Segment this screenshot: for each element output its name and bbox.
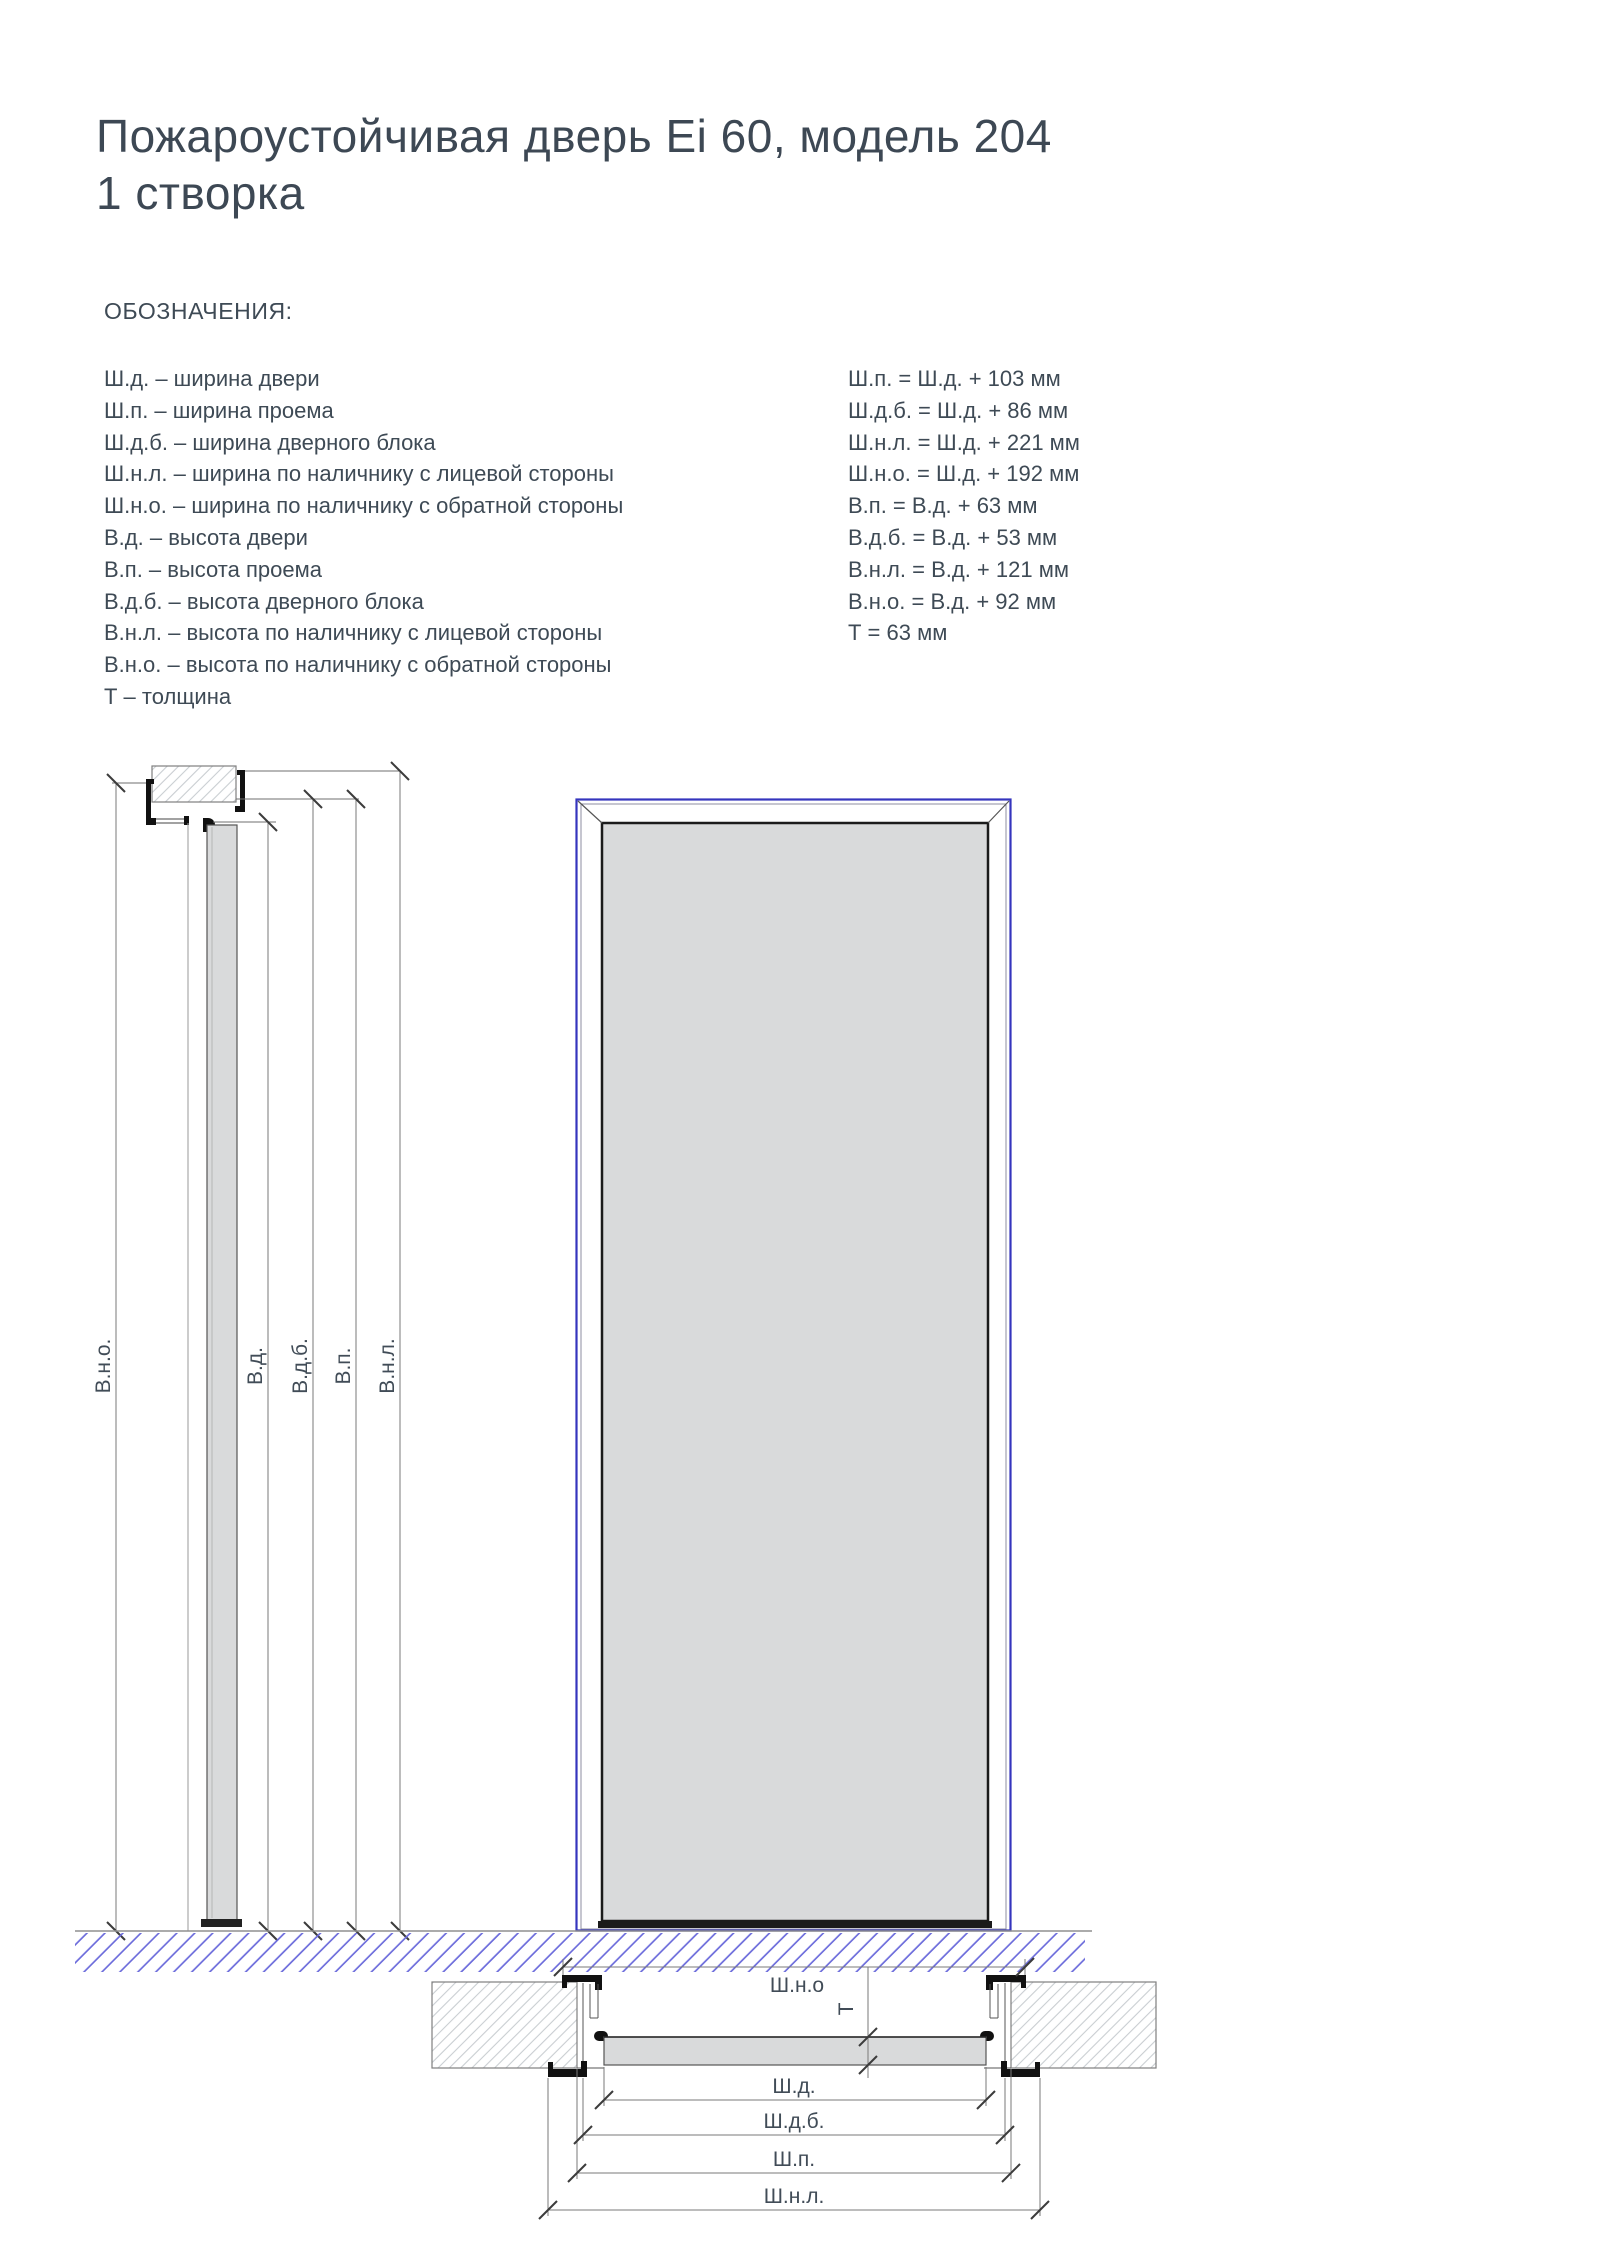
legend-formula: Ш.п. = Ш.д. + 103 мм [848,366,1061,391]
legend-definition: В.н.о. – высота по наличнику с обратной стороны [104,652,612,678]
legend-definition: В.п. – высота проема [104,556,322,582]
legend-formula: Ш.д.б. = Ш.д. + 86 мм [848,397,1069,423]
dim-label-vdb: В.д.б. [289,1338,312,1394]
legend-formula: Т = 63 мм [848,620,948,646]
legend-definition: В.н.л. – высота по наличнику с лицевой стороны [104,620,603,646]
legend-formula: Ш.н.л. = Ш.д. + 221 мм [848,429,1080,455]
legend-formula: Ш.н.о. = Ш.д. + 192 мм [848,461,1080,487]
legend-definition: В.д. – высота двери [104,524,308,550]
side-section-view [92,762,409,1940]
dim-label-shno: Ш.н.о [769,1974,825,1997]
dim-label-shdb: Ш.д.б. [763,2110,825,2133]
dim-label-vp: В.п. [332,1347,355,1385]
legend-definition: В.д.б. – высота дверного блока [104,588,424,614]
page-title-line2: 1 створка [96,167,305,219]
dim-label-vd: В.д. [244,1347,267,1385]
legend-heading: ОБОЗНАЧЕНИЯ: [104,298,293,324]
dim-label-shp: Ш.п. [772,2148,816,2171]
legend-formula: В.п. = В.д. + 63 мм [848,493,1038,519]
elevation-view [577,800,1011,1931]
legend-definition: Ш.д. – ширина двери [104,366,320,391]
dim-label-shnl: Ш.н.л. [763,2185,825,2208]
dim-label-t: Т [835,2002,858,2016]
legend-definition: Т – толщина [104,683,232,709]
legend-formula: В.н.о. = В.д. + 92 мм [848,588,1057,614]
legend-definition: Ш.п. – ширина проема [104,397,334,423]
ground-hatch [75,1933,1085,1972]
elevation-door-leaf [602,823,988,1921]
legend-formula: В.н.л. = В.д. + 121 мм [848,556,1069,582]
dim-label-vno: В.н.о. [92,1338,115,1394]
legend-definition: Ш.н.л. – ширина по наличнику с лицевой стороны [104,461,614,487]
legend-formula: В.д.б. = В.д. + 53 мм [848,524,1058,550]
dim-label-vnl: В.н.л. [376,1338,399,1394]
wall-left-plan [432,1982,577,2068]
door-leaf-plan [604,2037,986,2065]
ground-line-group [75,1931,1092,1972]
frame-jamb-left [577,1983,604,2068]
wall-lintel-section [152,766,236,802]
dim-label-shd: Ш.д. [772,2075,816,2098]
wall-right-plan [1011,1982,1156,2068]
frame-jamb-right [984,1983,1011,2068]
elevation-threshold [598,1921,992,1928]
plan-section-view [432,1958,1156,2219]
legend-definition: Ш.д.б. – ширина дверного блока [104,429,436,455]
page-title-line1: Пожароустойчивая дверь Ei 60, модель 204 [96,110,1052,162]
threshold-section [201,1919,242,1927]
legend-definition: Ш.н.о. – ширина по наличнику с обратной стороны [104,493,624,519]
